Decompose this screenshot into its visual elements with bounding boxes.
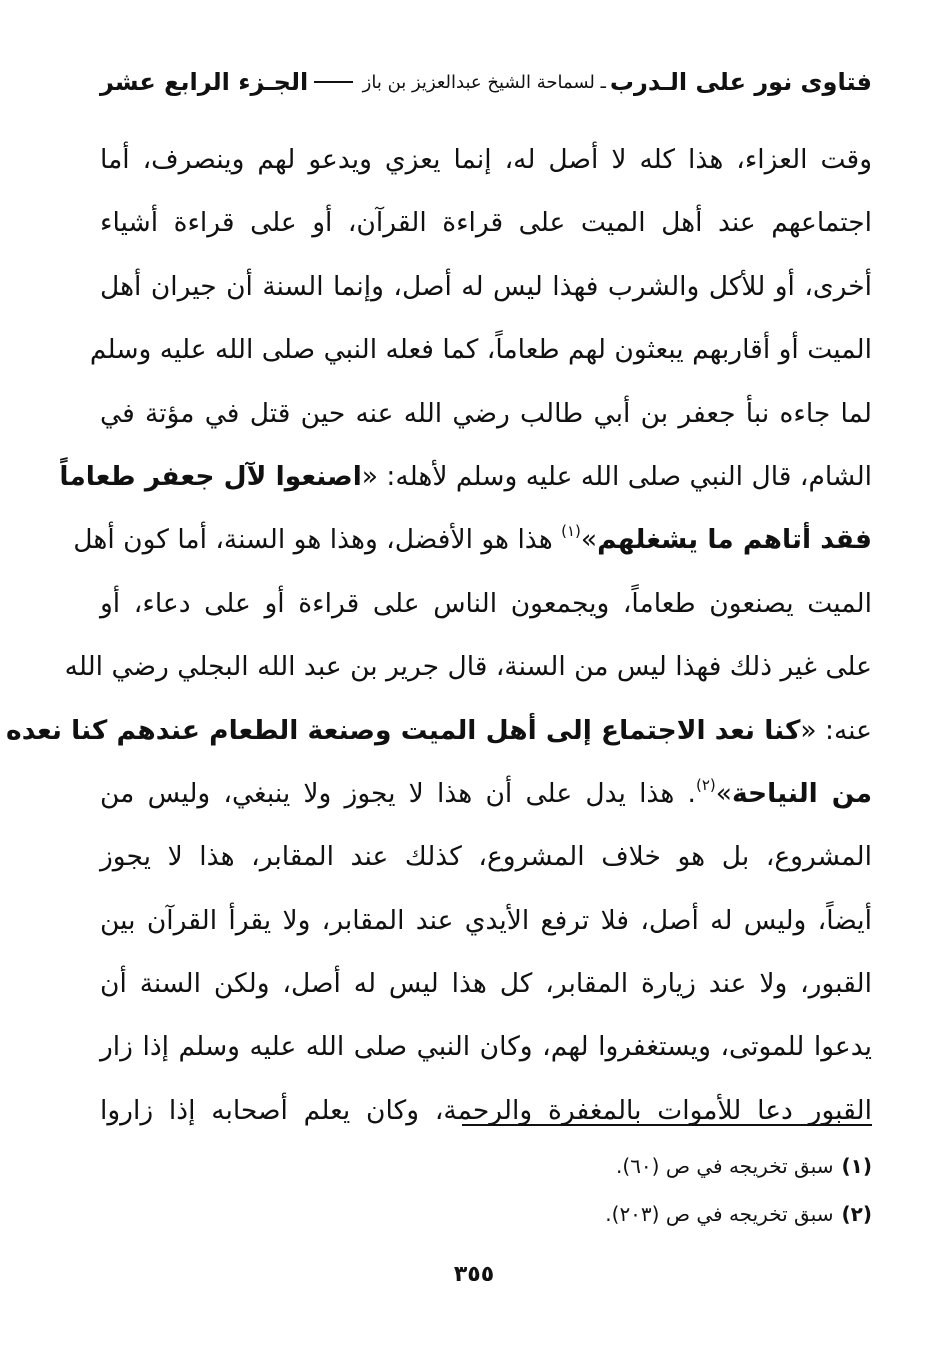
- header-rule: [314, 81, 352, 83]
- text-run: لما جاءه نبأ جعفر بن أبي طالب رضي الله عنه حين قتل في مؤتة في: [100, 397, 872, 429]
- volume-label: الجـزء الرابع عشر: [100, 68, 309, 96]
- text-run: وقت العزاء، هذا كله لا أصل له، إنما يعزي ويدعو لهم وينصرف، أما: [100, 144, 872, 175]
- text-run: الشام، قال النبي صلى الله عليه وسلم لأهله: «: [361, 460, 872, 492]
- text-line: [100, 386, 872, 449]
- footnote: [400, 1146, 872, 1194]
- text-run: على غير ذلك فهذا ليس من السنة، قال جرير بن عبد الله البجلي رضي الله: [64, 651, 872, 683]
- running-header: [100, 62, 872, 102]
- text-line: [100, 576, 872, 639]
- footnote-marker: (١): [561, 522, 581, 541]
- text-run: اجتماعهم عند أهل الميت على قراءة القرآن، أو على قراءة أشياء: [100, 207, 872, 239]
- footnotes: [400, 1146, 872, 1242]
- text-line: [100, 195, 872, 258]
- author-line: ـ لسماحة الشيخ عبدالعزيز بن باز: [362, 71, 606, 93]
- text-run: أيضاً، وليس له أصل، فلا ترفع الأيدي عند المقابر، ولا يقرأ القرآن بين: [100, 904, 872, 936]
- book-title: فتاوى نور على الـدرب: [609, 68, 872, 96]
- text-run: يدعوا للموتى، ويستغفروا لهم، وكان النبي صلى الله عليه وسلم إذا زار: [100, 1031, 872, 1063]
- text-run: أخرى، أو للأكل والشرب فهذا ليس له أصل، وإنما السنة أن جيران أهل: [100, 270, 872, 302]
- body-text: [6, 132, 872, 1146]
- text-line: [100, 829, 872, 892]
- footnote-text: سبق تخريجه في ص (٦٠).: [616, 1154, 834, 1178]
- text-line: [6, 703, 872, 766]
- hadith-quote: اصنعوا لآل جعفر طعاماً: [59, 460, 362, 492]
- text-line: [59, 449, 872, 512]
- text-line: [64, 639, 872, 702]
- text-line: [73, 512, 872, 575]
- text-run: القبور، ولا عند زيارة المقابر، كل هذا ليس له أصل، ولكن السنة أن: [100, 968, 872, 1000]
- hadith-quote: من النياحة: [731, 777, 872, 809]
- text-line: [89, 322, 872, 385]
- text-line: [100, 1019, 872, 1082]
- text-run: الميت أو أقاربهم يبعثون لهم طعاماً، كما فعله النبي صلى الله عليه وسلم: [89, 334, 872, 366]
- text-line: [100, 132, 872, 195]
- footnote-separator: [462, 1124, 872, 1126]
- footnote-number: (٢): [841, 1202, 872, 1226]
- hadith-quote: كنا نعد الاجتماع إلى أهل الميت وصنعة الطعام عندهم كنا نعده: [6, 714, 801, 746]
- text-run: »: [715, 777, 732, 809]
- text-line: [100, 1083, 872, 1146]
- text-line: [100, 259, 872, 322]
- hadith-quote: فقد أتاهم ما يشغلهم: [597, 524, 872, 556]
- text-line: [100, 893, 872, 956]
- text-run: هذا هو الأفضل، وهذا هو السنة، أما كون أهل: [73, 524, 562, 556]
- text-run: . هذا يدل على أن هذا لا يجوز ولا ينبغي، وليس من: [100, 777, 696, 809]
- footnote: [400, 1194, 872, 1242]
- footnote-marker: (٢): [695, 775, 716, 794]
- text-run: الميت يصنعون طعاماً، ويجمعون الناس على قراءة أو على دعاء، أو: [100, 587, 872, 619]
- text-run: عنه: «: [800, 714, 872, 746]
- text-line: [100, 956, 872, 1019]
- text-run: القبور دعا للأموات بالمغفرة والرحمة، وكان يعلم أصحابه إذا زاروا: [100, 1094, 872, 1126]
- text-run: المشروع، بل هو خلاف المشروع، كذلك عند المقابر، هذا لا يجوز: [100, 841, 872, 873]
- text-line: [100, 766, 872, 829]
- page-number: ٣٥٥: [453, 1262, 495, 1287]
- text-run: »: [580, 524, 598, 556]
- footnote-text: سبق تخريجه في ص (٢٠٣).: [605, 1202, 834, 1226]
- footnote-number: (١): [841, 1154, 872, 1178]
